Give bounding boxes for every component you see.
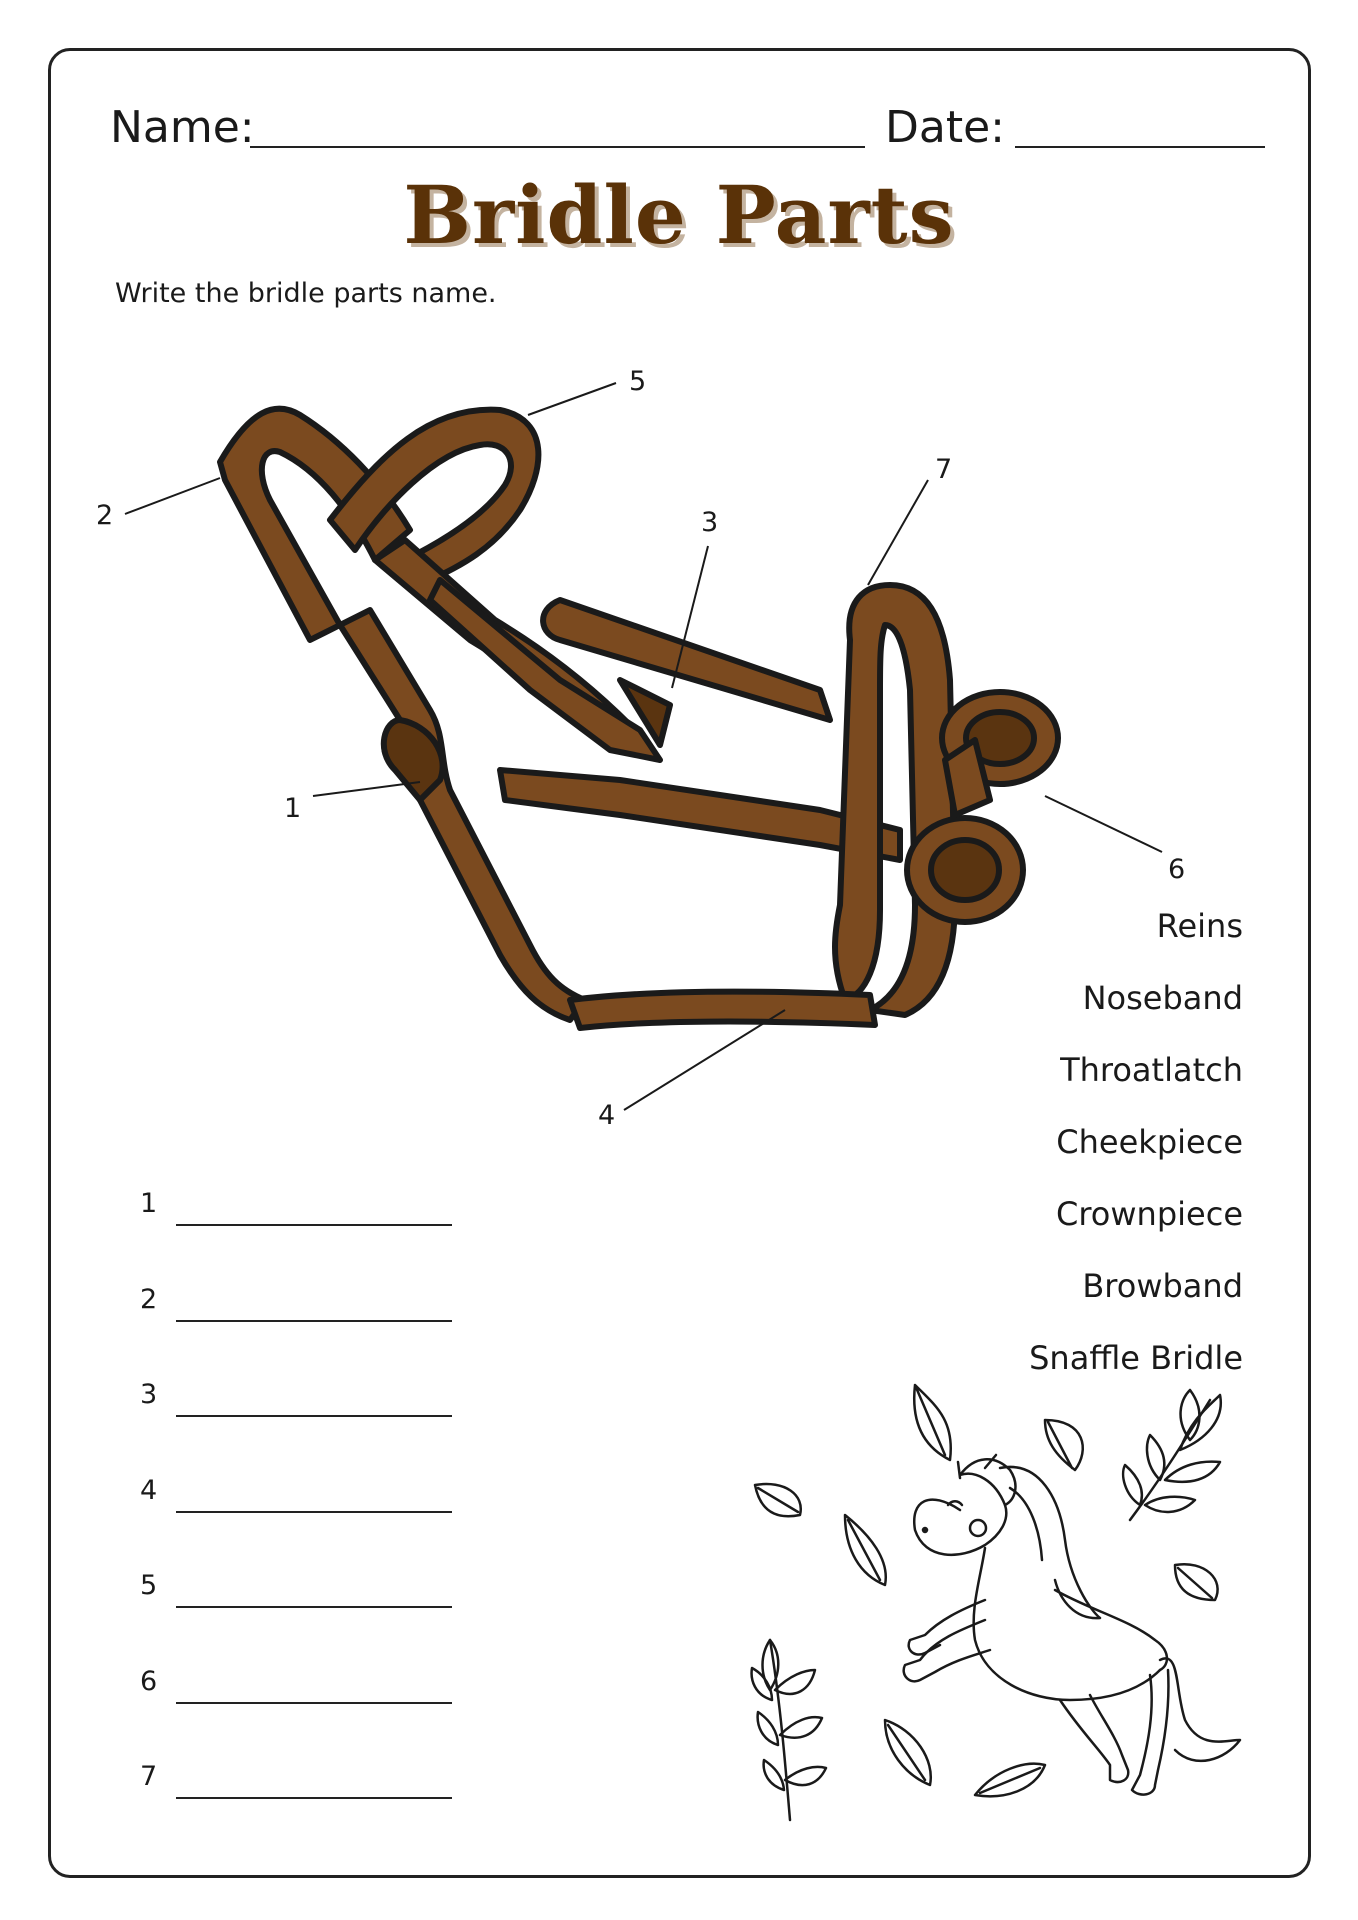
answer-number: 6	[140, 1665, 158, 1697]
callout-4: 4	[598, 1100, 616, 1131]
callout-7: 7	[935, 454, 953, 485]
answer-number: 2	[140, 1283, 158, 1315]
answer-field[interactable]	[176, 1415, 452, 1417]
word-bank-item: Cheekpiece	[1056, 1123, 1243, 1161]
answer-field[interactable]	[176, 1224, 452, 1226]
callout-3: 3	[701, 507, 719, 538]
answer-field[interactable]	[176, 1702, 452, 1704]
word-bank-item: Reins	[1156, 907, 1243, 945]
callout-5: 5	[629, 366, 647, 397]
answer-field[interactable]	[176, 1320, 452, 1322]
answer-number: 7	[140, 1761, 158, 1792]
word-bank-item: Snaffle Bridle	[1029, 1339, 1243, 1377]
callout-1: 1	[284, 793, 302, 824]
instruction-text: Write the bridle parts name.	[115, 278, 497, 309]
answer-field[interactable]	[176, 1606, 452, 1608]
word-bank-item: Crownpiece	[1056, 1195, 1243, 1233]
answer-number: 1	[140, 1188, 158, 1219]
answer-number: 4	[140, 1474, 158, 1506]
answer-field[interactable]	[176, 1511, 452, 1513]
page-title: Bridle Parts	[403, 168, 955, 262]
answer-number: 3	[140, 1379, 158, 1410]
date-label: Date:	[885, 102, 1005, 153]
answer-number: 5	[140, 1570, 158, 1601]
bridle-illustration	[220, 409, 1058, 1028]
word-bank	[1029, 900, 1243, 1404]
callout-6: 6	[1168, 854, 1186, 885]
word-bank-item: Browband	[1082, 1267, 1243, 1305]
name-label: Name:	[110, 102, 255, 153]
leaf-icons	[752, 1385, 1221, 1820]
word-bank-item: Throatlatch	[1060, 1051, 1243, 1089]
answer-field[interactable]	[176, 1797, 452, 1799]
word-bank-item: Noseband	[1082, 979, 1243, 1017]
callout-2: 2	[96, 500, 114, 531]
